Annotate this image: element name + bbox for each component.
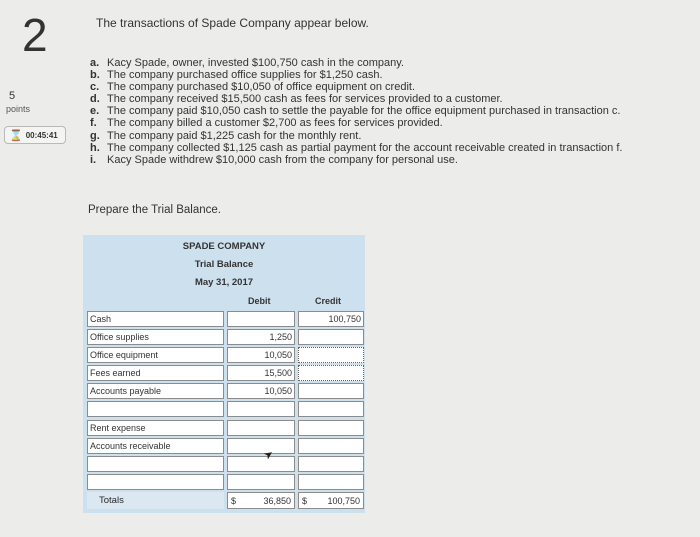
question-intro: The transactions of Spade Company appear below. — [96, 16, 369, 30]
transaction-item — [90, 81, 622, 93]
credit-input[interactable] — [298, 456, 364, 472]
transaction-text: The company paid $1,225 cash for the monthly rent. — [107, 129, 362, 142]
debit-input[interactable] — [227, 456, 295, 472]
transaction-item — [90, 69, 622, 81]
transaction-letter: d. — [90, 93, 100, 106]
transaction-text: Kacy Spade, owner, invested $100,750 cash in the company. — [107, 57, 404, 69]
credit-input[interactable] — [298, 438, 364, 454]
table-row — [87, 383, 364, 399]
debit-input[interactable] — [227, 347, 295, 363]
account-input[interactable] — [87, 347, 224, 363]
table-row — [87, 456, 364, 472]
credit-header: Credit — [315, 296, 342, 306]
transaction-text: The company received $15,500 cash as fees for services provided to a customer. — [107, 93, 503, 106]
account-input[interactable] — [87, 383, 224, 399]
transaction-letter: f. — [90, 117, 97, 130]
transaction-letter: i. — [90, 153, 97, 166]
debit-input[interactable] — [227, 311, 295, 327]
mouse-cursor-icon: ➤ — [261, 447, 277, 463]
credit-input[interactable] — [298, 401, 364, 417]
table-row — [87, 438, 364, 454]
credit-input[interactable] — [298, 420, 364, 436]
transaction-item — [90, 57, 622, 69]
transaction-letter: a. — [90, 57, 100, 69]
timer-text: 00:45:41 — [25, 130, 58, 140]
account-input[interactable] — [87, 456, 224, 472]
credit-input[interactable] — [298, 329, 364, 345]
instruction-text: Prepare the Trial Balance. — [88, 204, 221, 216]
account-input[interactable] — [87, 474, 224, 490]
points-label: points — [6, 104, 31, 114]
totals-row — [87, 492, 364, 509]
table-row — [87, 420, 364, 436]
account-input[interactable] — [87, 329, 224, 345]
transaction-list — [90, 57, 622, 166]
debit-input[interactable] — [227, 383, 295, 399]
question-number: 2 — [22, 9, 48, 61]
table-row — [87, 401, 364, 417]
credit-input[interactable] — [298, 311, 364, 327]
hourglass-icon: ⌛ — [9, 129, 23, 142]
transaction-item — [90, 130, 622, 142]
table-row — [87, 311, 364, 327]
debit-header: Debit — [248, 296, 271, 306]
transaction-item — [90, 93, 622, 105]
transaction-letter: h. — [90, 141, 100, 154]
account-input[interactable] — [87, 438, 224, 454]
credit-input[interactable] — [298, 474, 364, 490]
transaction-text: The company purchased $10,050 of office equipment on credit. — [107, 81, 415, 94]
total-credit-cell — [298, 492, 364, 509]
debit-input[interactable] — [227, 401, 295, 417]
total-debit-cell — [227, 492, 295, 509]
transaction-item — [90, 142, 622, 154]
account-input[interactable] — [87, 365, 224, 381]
debit-input[interactable] — [227, 474, 295, 490]
table-row — [87, 474, 364, 490]
account-input[interactable] — [87, 311, 224, 327]
credit-input[interactable] — [298, 347, 364, 363]
transaction-text: The company paid $10,050 cash to settle the payable for the office equipment purchased in transaction c. — [107, 105, 621, 118]
transaction-letter: g. — [90, 129, 100, 142]
credit-input[interactable] — [298, 383, 364, 399]
table-row — [87, 329, 364, 345]
points-value: 5 — [9, 90, 16, 102]
transaction-item — [90, 117, 622, 129]
company-name: SPADE COMPANY — [182, 241, 266, 252]
transaction-letter: b. — [90, 69, 100, 82]
transaction-letter: e. — [90, 105, 100, 118]
statement-title: Trial Balance — [194, 259, 254, 270]
trial-balance-table — [83, 235, 365, 513]
statement-date: May 31, 2017 — [194, 277, 254, 288]
transaction-text: The company purchased office supplies for $1,250 cash. — [107, 69, 383, 82]
timer[interactable] — [4, 126, 66, 144]
total-debit-value: 36,850 — [263, 495, 291, 506]
transaction-text: Kacy Spade withdrew $10,000 cash from the company for personal use. — [107, 153, 458, 166]
totals-label: Totals — [87, 492, 224, 509]
table-row — [87, 365, 364, 381]
transaction-item — [90, 105, 622, 117]
debit-input[interactable] — [227, 329, 295, 345]
account-input[interactable] — [87, 420, 224, 436]
transaction-text: The company billed a customer $2,700 as fees for services provided. — [107, 117, 443, 130]
currency-symbol: $ — [231, 495, 237, 506]
table-row — [87, 347, 364, 363]
transaction-item — [90, 154, 622, 166]
debit-input[interactable] — [227, 365, 295, 381]
credit-input[interactable] — [298, 365, 364, 381]
total-credit-value: 100,750 — [327, 495, 360, 506]
transaction-text: The company collected $1,125 cash as partial payment for the account receivable created in transaction f. — [107, 141, 623, 154]
transaction-letter: c. — [90, 81, 100, 94]
currency-symbol: $ — [302, 495, 308, 506]
account-input[interactable] — [87, 401, 224, 417]
debit-input[interactable] — [227, 420, 295, 436]
